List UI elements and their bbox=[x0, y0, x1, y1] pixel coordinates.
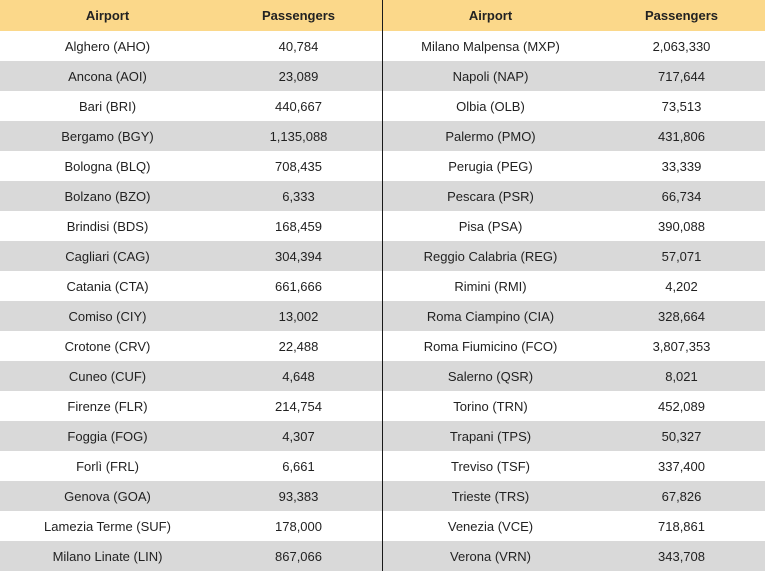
passengers-cell: 214,754 bbox=[215, 391, 382, 421]
passengers-cell: 67,826 bbox=[598, 481, 765, 511]
passengers-cell: 73,513 bbox=[598, 91, 765, 121]
table-row bbox=[383, 361, 765, 391]
airport-cell: Lamezia Terme (SUF) bbox=[0, 511, 215, 541]
airport-cell: Salerno (QSR) bbox=[383, 361, 598, 391]
airport-cell: Perugia (PEG) bbox=[383, 151, 598, 181]
airport-cell: Catania (CTA) bbox=[0, 271, 215, 301]
passengers-cell: 6,661 bbox=[215, 451, 382, 481]
airport-cell: Cuneo (CUF) bbox=[0, 361, 215, 391]
table-row bbox=[383, 91, 765, 121]
passengers-cell: 2,063,330 bbox=[598, 31, 765, 61]
table-row bbox=[0, 421, 382, 451]
airport-cell: Brindisi (BDS) bbox=[0, 211, 215, 241]
table-row bbox=[383, 61, 765, 91]
airport-cell: Bari (BRI) bbox=[0, 91, 215, 121]
airport-cell: Trapani (TPS) bbox=[383, 421, 598, 451]
passengers-cell: 708,435 bbox=[215, 151, 382, 181]
passengers-cell: 4,648 bbox=[215, 361, 382, 391]
passengers-cell: 304,394 bbox=[215, 241, 382, 271]
airport-cell: Genova (GOA) bbox=[0, 481, 215, 511]
airport-cell: Palermo (PMO) bbox=[383, 121, 598, 151]
table-row bbox=[383, 451, 765, 481]
table-row bbox=[383, 151, 765, 181]
passengers-cell: 717,644 bbox=[598, 61, 765, 91]
passengers-cell: 8,021 bbox=[598, 361, 765, 391]
airport-cell: Bologna (BLQ) bbox=[0, 151, 215, 181]
table-row bbox=[383, 391, 765, 421]
left-table-body bbox=[0, 31, 382, 571]
airport-cell: Pisa (PSA) bbox=[383, 211, 598, 241]
passengers-cell: 23,089 bbox=[215, 61, 382, 91]
table-row bbox=[383, 511, 765, 541]
airport-cell: Ancona (AOI) bbox=[0, 61, 215, 91]
table-row bbox=[383, 271, 765, 301]
table-row bbox=[0, 511, 382, 541]
passengers-cell: 343,708 bbox=[598, 541, 765, 571]
airport-cell: Pescara (PSR) bbox=[383, 181, 598, 211]
airport-cell: Treviso (TSF) bbox=[383, 451, 598, 481]
airport-cell: Reggio Calabria (REG) bbox=[383, 241, 598, 271]
passengers-cell: 4,307 bbox=[215, 421, 382, 451]
table-row bbox=[383, 301, 765, 331]
table-row bbox=[383, 121, 765, 151]
passengers-cell: 178,000 bbox=[215, 511, 382, 541]
airport-cell: Alghero (AHO) bbox=[0, 31, 215, 61]
passengers-header: Passengers bbox=[215, 0, 382, 31]
airport-cell: Bergamo (BGY) bbox=[0, 121, 215, 151]
table-row bbox=[0, 541, 382, 571]
airport-cell: Roma Fiumicino (FCO) bbox=[383, 331, 598, 361]
airport-cell: Milano Linate (LIN) bbox=[0, 541, 215, 571]
table-row bbox=[0, 181, 382, 211]
passengers-cell: 1,135,088 bbox=[215, 121, 382, 151]
airport-cell: Venezia (VCE) bbox=[383, 511, 598, 541]
table-row bbox=[0, 91, 382, 121]
passengers-cell: 66,734 bbox=[598, 181, 765, 211]
passengers-header: Passengers bbox=[598, 0, 765, 31]
passengers-cell: 452,089 bbox=[598, 391, 765, 421]
table-row bbox=[0, 241, 382, 271]
table-row bbox=[0, 451, 382, 481]
left-table-half bbox=[0, 0, 382, 571]
passengers-cell: 337,400 bbox=[598, 451, 765, 481]
passengers-cell: 867,066 bbox=[215, 541, 382, 571]
passengers-cell: 13,002 bbox=[215, 301, 382, 331]
table-row bbox=[0, 151, 382, 181]
right-table-half bbox=[383, 0, 765, 571]
passengers-cell: 431,806 bbox=[598, 121, 765, 151]
passengers-cell: 168,459 bbox=[215, 211, 382, 241]
airport-cell: Comiso (CIY) bbox=[0, 301, 215, 331]
table-row bbox=[0, 211, 382, 241]
airport-header: Airport bbox=[0, 0, 215, 31]
airport-cell: Napoli (NAP) bbox=[383, 61, 598, 91]
table-row bbox=[0, 331, 382, 361]
airport-header: Airport bbox=[383, 0, 598, 31]
passengers-cell: 661,666 bbox=[215, 271, 382, 301]
passengers-cell: 33,339 bbox=[598, 151, 765, 181]
table-row bbox=[0, 31, 382, 61]
airport-cell: Torino (TRN) bbox=[383, 391, 598, 421]
table-row bbox=[383, 331, 765, 361]
airport-cell: Olbia (OLB) bbox=[383, 91, 598, 121]
airport-cell: Rimini (RMI) bbox=[383, 271, 598, 301]
table-row bbox=[0, 271, 382, 301]
passengers-cell: 6,333 bbox=[215, 181, 382, 211]
passengers-cell: 93,383 bbox=[215, 481, 382, 511]
passengers-cell: 40,784 bbox=[215, 31, 382, 61]
airport-cell: Roma Ciampino (CIA) bbox=[383, 301, 598, 331]
header-row bbox=[383, 0, 765, 31]
table-row bbox=[0, 391, 382, 421]
passengers-cell: 22,488 bbox=[215, 331, 382, 361]
left-table bbox=[0, 0, 382, 571]
airport-cell: Milano Malpensa (MXP) bbox=[383, 31, 598, 61]
passengers-cell: 4,202 bbox=[598, 271, 765, 301]
airport-cell: Bolzano (BZO) bbox=[0, 181, 215, 211]
table-row bbox=[383, 181, 765, 211]
table-row bbox=[0, 61, 382, 91]
table-row bbox=[383, 241, 765, 271]
table-row bbox=[383, 211, 765, 241]
table-row bbox=[0, 361, 382, 391]
airport-cell: Crotone (CRV) bbox=[0, 331, 215, 361]
passengers-cell: 50,327 bbox=[598, 421, 765, 451]
right-table bbox=[383, 0, 765, 571]
airport-cell: Foggia (FOG) bbox=[0, 421, 215, 451]
table-row bbox=[0, 121, 382, 151]
table-row bbox=[383, 31, 765, 61]
table-row bbox=[0, 301, 382, 331]
header-row bbox=[0, 0, 382, 31]
passengers-cell: 57,071 bbox=[598, 241, 765, 271]
airport-cell: Firenze (FLR) bbox=[0, 391, 215, 421]
passengers-cell: 718,861 bbox=[598, 511, 765, 541]
table-row bbox=[383, 541, 765, 571]
table-row bbox=[383, 481, 765, 511]
airport-cell: Cagliari (CAG) bbox=[0, 241, 215, 271]
airport-cell: Forlì (FRL) bbox=[0, 451, 215, 481]
table-row bbox=[383, 421, 765, 451]
passengers-cell: 328,664 bbox=[598, 301, 765, 331]
passengers-cell: 3,807,353 bbox=[598, 331, 765, 361]
right-table-body bbox=[383, 31, 765, 571]
airport-cell: Trieste (TRS) bbox=[383, 481, 598, 511]
table-row bbox=[0, 481, 382, 511]
airport-cell: Verona (VRN) bbox=[383, 541, 598, 571]
passengers-cell: 440,667 bbox=[215, 91, 382, 121]
passengers-cell: 390,088 bbox=[598, 211, 765, 241]
